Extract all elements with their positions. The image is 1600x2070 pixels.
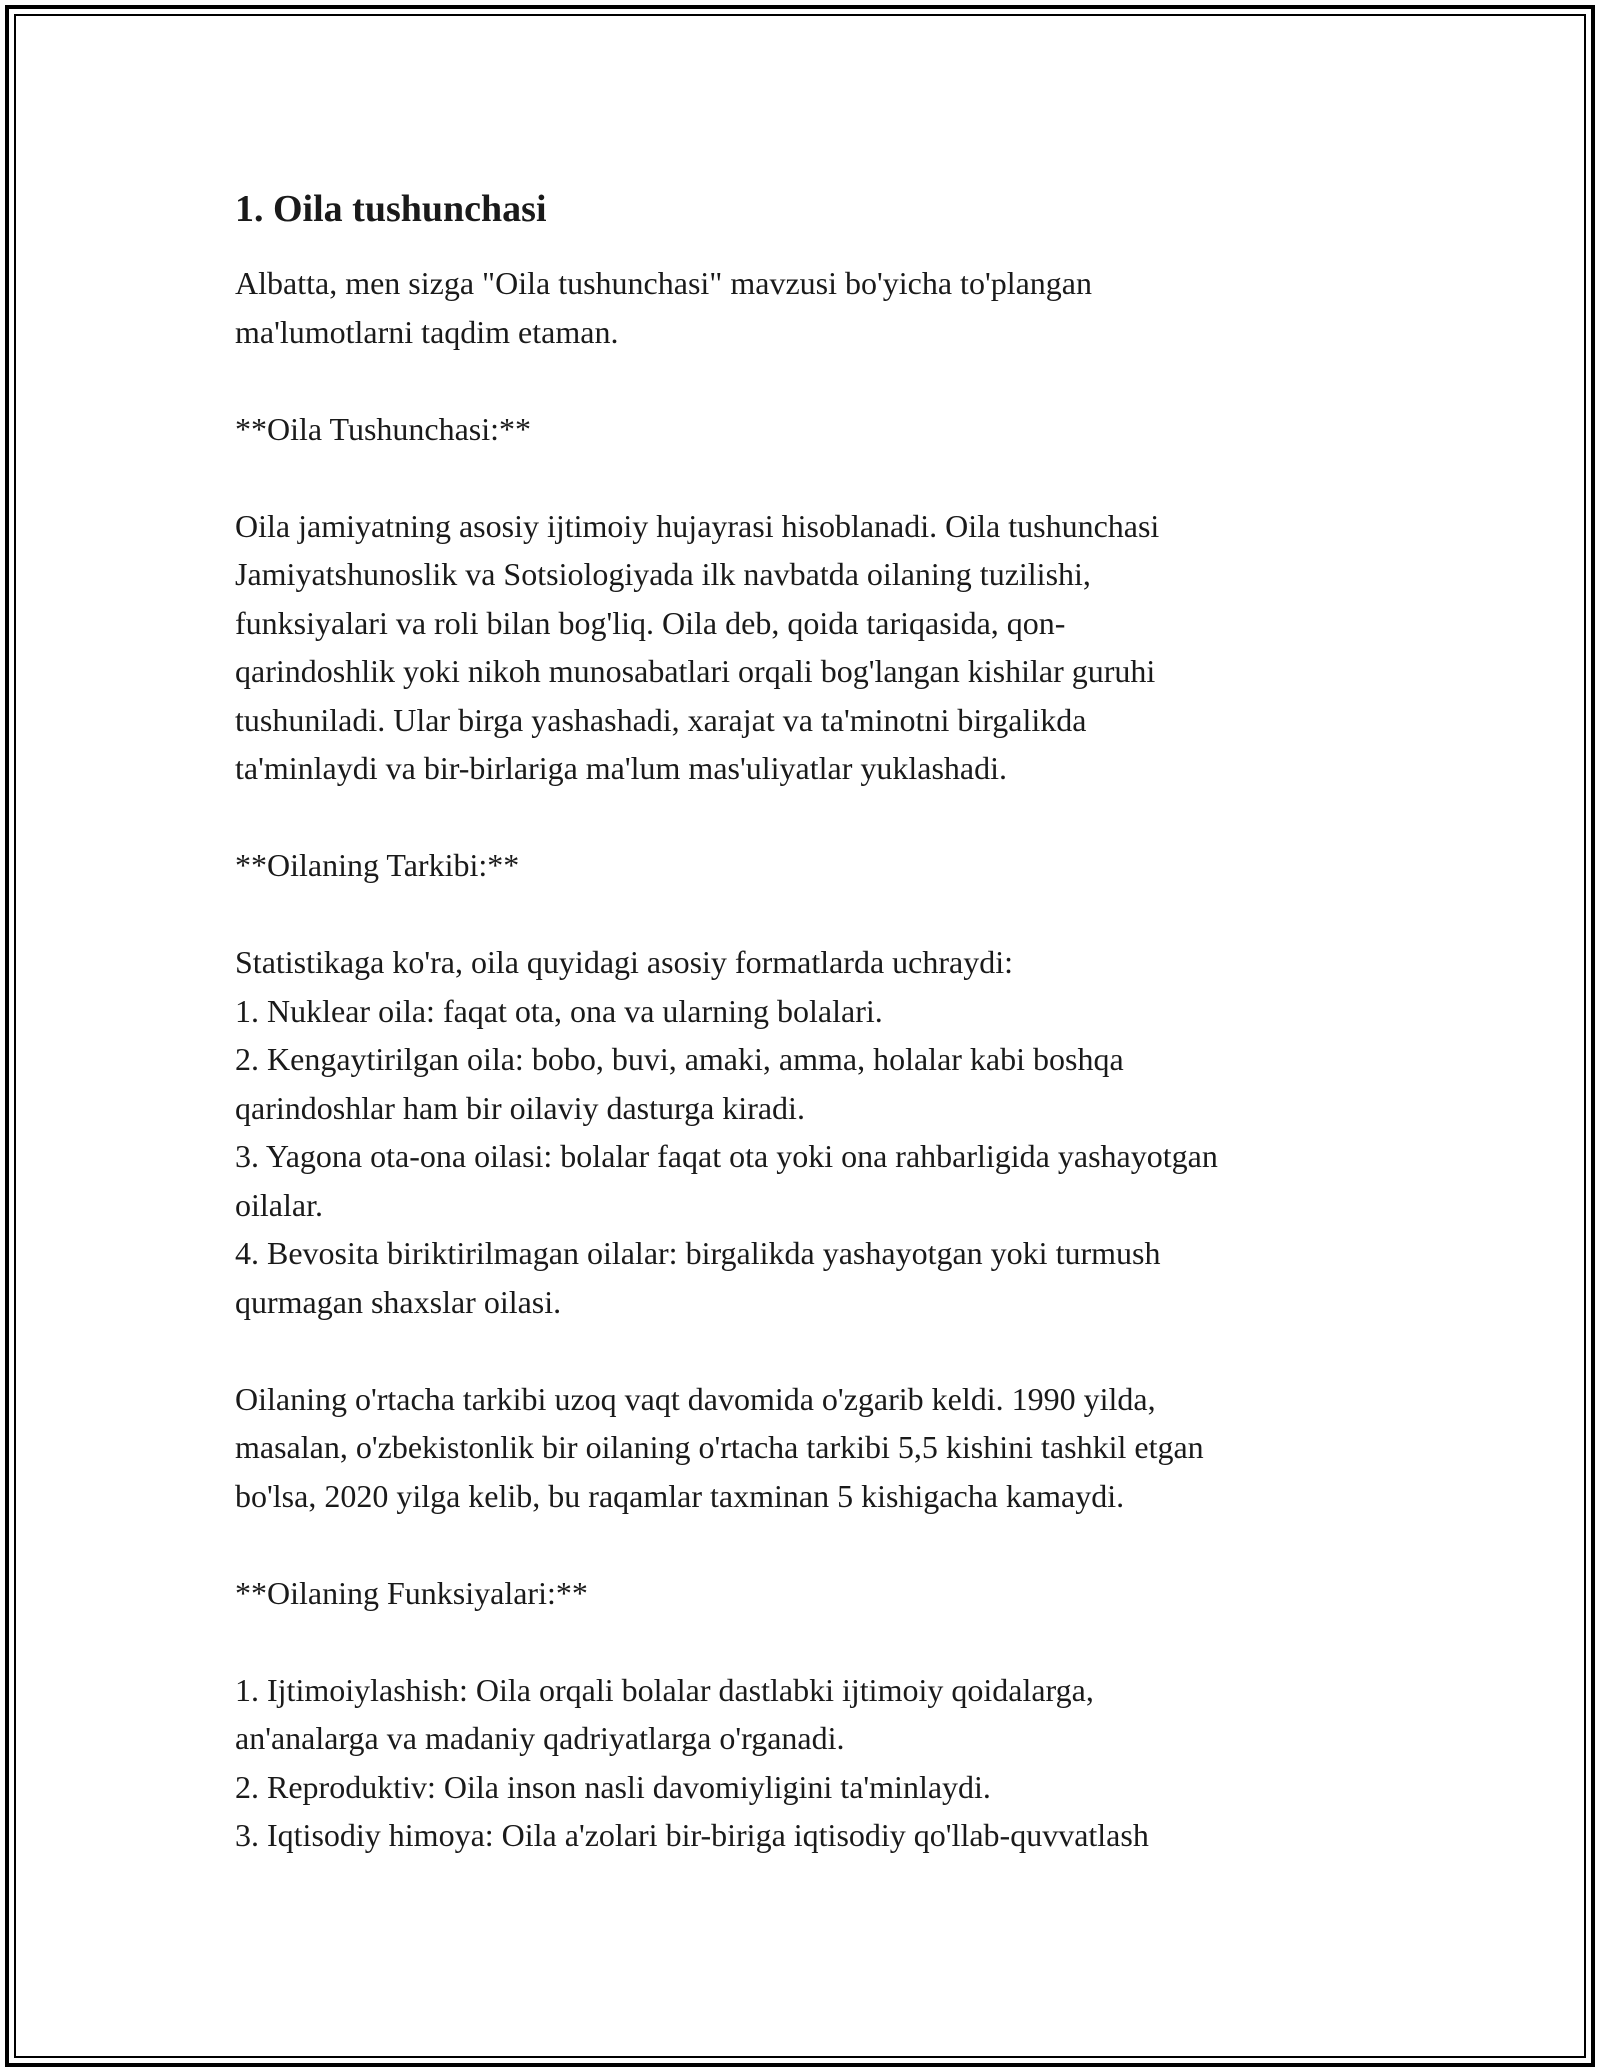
list-item: 2. Kengaytirilgan oila: bobo, buvi, amaki, amma, holalar kabi boshqa — [235, 1041, 1124, 1077]
statistics-paragraph — [235, 1375, 1385, 1521]
text-line: Jamiyatshunoslik va Sotsiologiyada ilk navbatda oilaning tuzilishi, — [235, 556, 1091, 592]
text-line: ma'lumotlarni taqdim etaman. — [235, 313, 619, 350]
definition-paragraph — [235, 502, 1385, 793]
functions-list — [235, 1666, 1385, 1860]
subheading-oilaning-funksiyalari — [235, 1569, 1385, 1618]
subheading-oila-tushunchasi — [235, 405, 1385, 454]
document-body — [235, 185, 1385, 1860]
list-item: 2. Reproduktiv: Oila inson nasli davomiyligini ta'minlaydi. — [235, 1768, 991, 1805]
text-line: oilalar. — [235, 1186, 323, 1223]
text-line: qarindoshlik yoki nikoh munosabatlari orqali bog'langan kishilar guruhi — [235, 653, 1156, 689]
list-item: 3. Iqtisodiy himoya: Oila a'zolari bir-biriga iqtisodiy qo'llab-quvvatlash — [235, 1817, 1149, 1853]
section-heading: 1. Oila tushunchasi — [235, 188, 547, 230]
text-line: an'analarga va madaniy qadriyatlarga o'rganadi. — [235, 1720, 845, 1756]
text-line: **Oilaning Tarkibi:** — [235, 847, 520, 883]
subheading-oilaning-tarkibi — [235, 841, 1385, 890]
list-item: 3. Yagona ota-ona oilasi: bolalar faqat ota yoki ona rahbarligida yashayotgan — [235, 1138, 1218, 1174]
text-line: Oila jamiyatning asosiy ijtimoiy hujayrasi hisoblanadi. Oila tushunchasi — [235, 507, 1160, 544]
list-item: 4. Bevosita biriktirilmagan oilalar: birgalikda yashayotgan yoki turmush — [235, 1235, 1161, 1271]
text-line: Oilaning o'rtacha tarkibi uzoq vaqt davomida o'zgarib keldi. 1990 yilda, — [235, 1380, 1156, 1417]
list-item: 1. Ijtimoiylashish: Oila orqali bolalar dastlabki ijtimoiy qoidalarga, — [235, 1671, 1094, 1708]
text-line: Statistikaga ko'ra, oila quyidagi asosiy formatlarda uchraydi: — [235, 944, 1013, 980]
text-line: bo'lsa, 2020 yilga kelib, bu raqamlar taxminan 5 kishigacha kamaydi. — [235, 1477, 1125, 1514]
intro-paragraph — [235, 259, 1385, 356]
text-line: **Oila Tushunchasi:** — [235, 410, 532, 447]
text-line: **Oilaning Funksiyalari:** — [235, 1574, 588, 1611]
text-line: tushuniladi. Ular birga yashashadi, xarajat va ta'minotni birgalikda — [235, 701, 1087, 738]
text-line: Albatta, men sizga "Oila tushunchasi" mavzusi bo'yicha to'plangan — [235, 265, 1092, 301]
text-line: ta'minlaydi va bir-birlariga ma'lum mas'uliyatlar yuklashadi. — [235, 750, 1007, 786]
text-line: qarindoshlar ham bir oilaviy dasturga kiradi. — [235, 1089, 805, 1126]
composition-list — [235, 938, 1385, 1326]
text-line: qurmagan shaxslar oilasi. — [235, 1283, 562, 1320]
list-item: 1. Nuklear oila: faqat ota, ona va ularning bolalari. — [235, 992, 883, 1029]
text-line: funksiyalari va roli bilan bog'liq. Oila deb, qoida tariqasida, qon- — [235, 604, 1066, 641]
text-line: masalan, o'zbekistonlik bir oilaning o'rtacha tarkibi 5,5 kishini tashkil etgan — [235, 1429, 1204, 1465]
